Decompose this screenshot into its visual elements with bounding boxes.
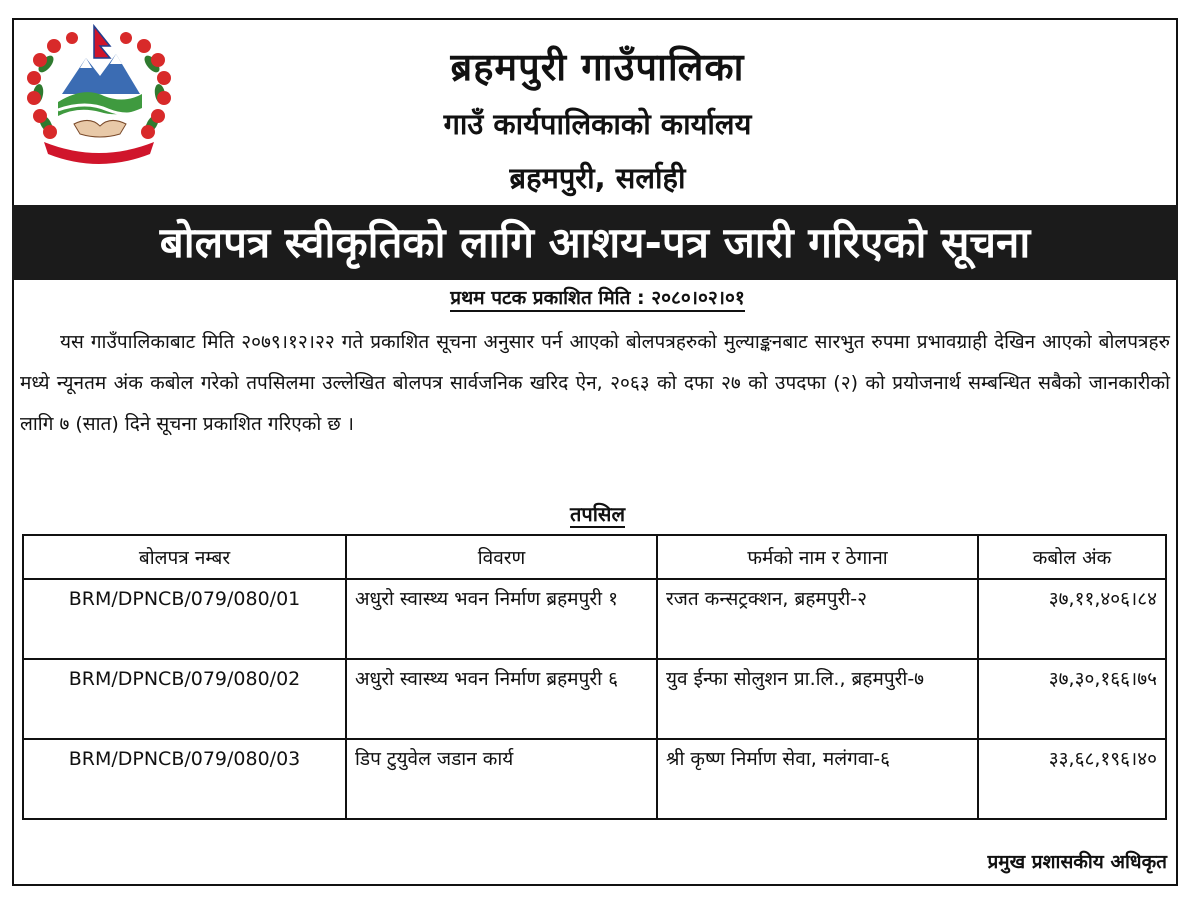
table-row xyxy=(23,659,1166,739)
work-description: अधुरो स्वास्थ्य भवन निर्माण ब्रहमपुरी १ xyxy=(346,579,657,659)
bid-amount: ३३,६८,१९६।४० xyxy=(978,739,1166,819)
column-header-firm: फर्मको नाम र ठेगाना xyxy=(657,535,978,579)
work-description: अधुरो स्वास्थ्य भवन निर्माण ब्रहमपुरी ६ xyxy=(346,659,657,739)
table-row xyxy=(23,579,1166,659)
schedule-heading xyxy=(0,500,1195,527)
bid-number: BRM/DPNCB/079/080/03 xyxy=(23,739,346,819)
office-location: ब्रहमपुरी, सर्लाही xyxy=(509,161,686,195)
notice-title: बोलपत्र स्वीकृतिको लागि आशय-पत्र जारी गरिएको सूचना xyxy=(12,205,1178,280)
municipality-name: ब्रहमपुरी गाउँपालिका xyxy=(450,45,745,89)
bid-table xyxy=(22,534,1167,820)
firm-name: युव ईन्फा सोलुशन प्रा.लि., ब्रहमपुरी-७ xyxy=(657,659,978,739)
column-header-bid-no: बोलपत्र नम्बर xyxy=(23,535,346,579)
office-name: गाउँ कार्यपालिकाको कार्यालय xyxy=(443,107,752,141)
bid-amount: ३७,३०,१६६।७५ xyxy=(978,659,1166,739)
notice-body: यस गाउँपालिकाबाट मिति २०७९।१२।२२ गते प्रकाशित सूचना अनुसार पर्न आएको बोलपत्रहरुको मुल्याङ्कनबाट सारभुत रुपमा प्रभावग्राही देखिन आएको बोलपत्रहरु मध्ये न्यूनतम अंक कबोल गरेको तपसिलमा उल्लेखित बोलपत्र सार्वजनिक खरिद ऐन, २०६३ को दफा २७ को उपदफा (२) को प्रयोजनार्थ सम्बन्धित सबैको जानकारीको लागि ७ (सात) दिने सूचना प्रकाशित गरिएको छ । xyxy=(20,331,1170,435)
schedule-heading-text: तपसिल xyxy=(569,502,626,526)
column-header-amount: कबोल अंक xyxy=(978,535,1166,579)
bid-number: BRM/DPNCB/079/080/02 xyxy=(23,659,346,739)
signatory-title: प्रमुख प्रशासकीय अधिकृत xyxy=(987,851,1167,873)
table-header-row xyxy=(23,535,1166,579)
publication-date-text: प्रथम पटक प्रकाशित मिति : २०८०।०२।०१ xyxy=(450,287,744,312)
bid-number: BRM/DPNCB/079/080/01 xyxy=(23,579,346,659)
firm-name: श्री कृष्ण निर्माण सेवा, मलंगवा-६ xyxy=(657,739,978,819)
publication-date xyxy=(0,284,1195,310)
work-description: डिप टुयुवेल जडान कार्य xyxy=(346,739,657,819)
bid-amount: ३७,११,४०६।८४ xyxy=(978,579,1166,659)
table-row xyxy=(23,739,1166,819)
firm-name: रजत कन्सट्रक्शन, ब्रहमपुरी-२ xyxy=(657,579,978,659)
column-header-description: विवरण xyxy=(346,535,657,579)
